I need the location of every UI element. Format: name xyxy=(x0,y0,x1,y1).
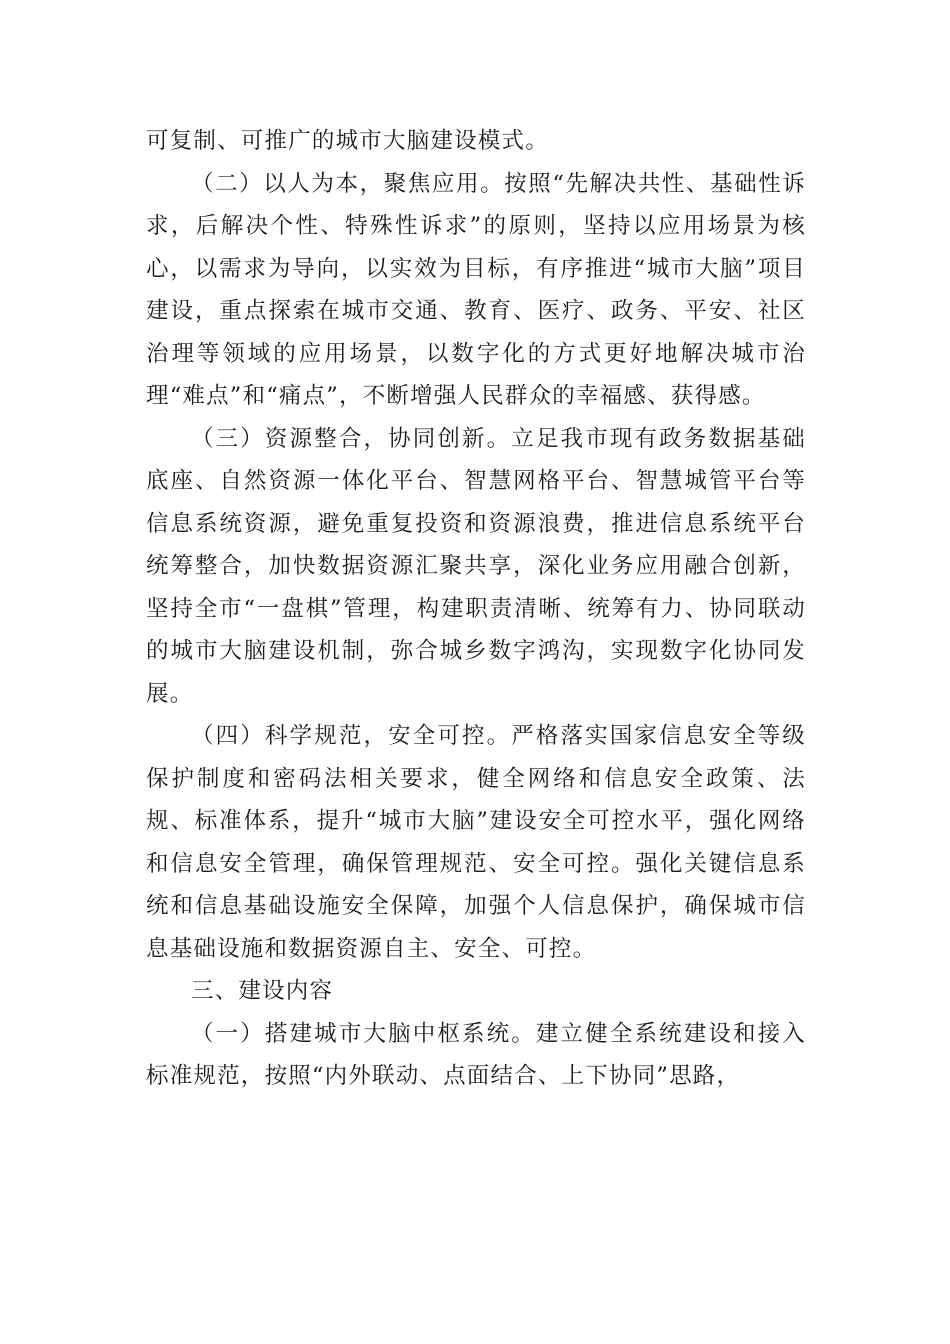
paragraph-security: （四）科学规范，安全可控。严格落实国家信息安全等级保护制度和密码法相关要求，健全网络和信息安全政策、法规、标准体系，提升“城市大脑”建设安全可控水平，强化网络和信息安全管理，确保管理规范、安全可控。强化关键信息系统和信息基础设施安全保障，加强个人信息保护，确保城市信息基础设施和数据资源自主、安全、可控。 xyxy=(146,723,806,962)
document-body xyxy=(146,120,806,1098)
paragraph-central-system: （一）搭建城市大脑中枢系统。建立健全系统建设和接入标准规范，按照“内外联动、点面结合、上下协同”思路， xyxy=(146,1020,806,1089)
paragraph-resource-integration: （三）资源整合，协同创新。立足我市现有政务数据基础底座、自然资源一体化平台、智慧网格平台、智慧城管平台等信息系统资源，避免重复投资和资源浪费，推进信息系统平台统筹整合，加快数据资源汇聚共享，深化业务应用融合创新，坚持全市“一盘棋”管理，构建职责清晰、统筹有力、协同联动的城市大脑建设机制，弥合城乡数字鸿沟，实现数字化协同发展。 xyxy=(146,425,806,707)
paragraph-people-oriented: （二）以人为本，聚焦应用。按照“先解决共性、基础性诉求，后解决个性、特殊性诉求”的原则，坚持以应用场景为核心，以需求为导向，以实效为目标，有序推进“城市大脑”项目建设，重点探索在城市交通、教育、医疗、政务、平安、社区治理等领域的应用场景，以数字化的方式更好地解决城市治理“难点”和“痛点”，不断增强人民群众的幸福感、获得感。 xyxy=(146,170,806,409)
section-heading-construction-content: 三、建设内容 xyxy=(191,978,334,1004)
paragraph-continuation: 可复制、可推广的城市大脑建设模式。 xyxy=(146,128,549,154)
